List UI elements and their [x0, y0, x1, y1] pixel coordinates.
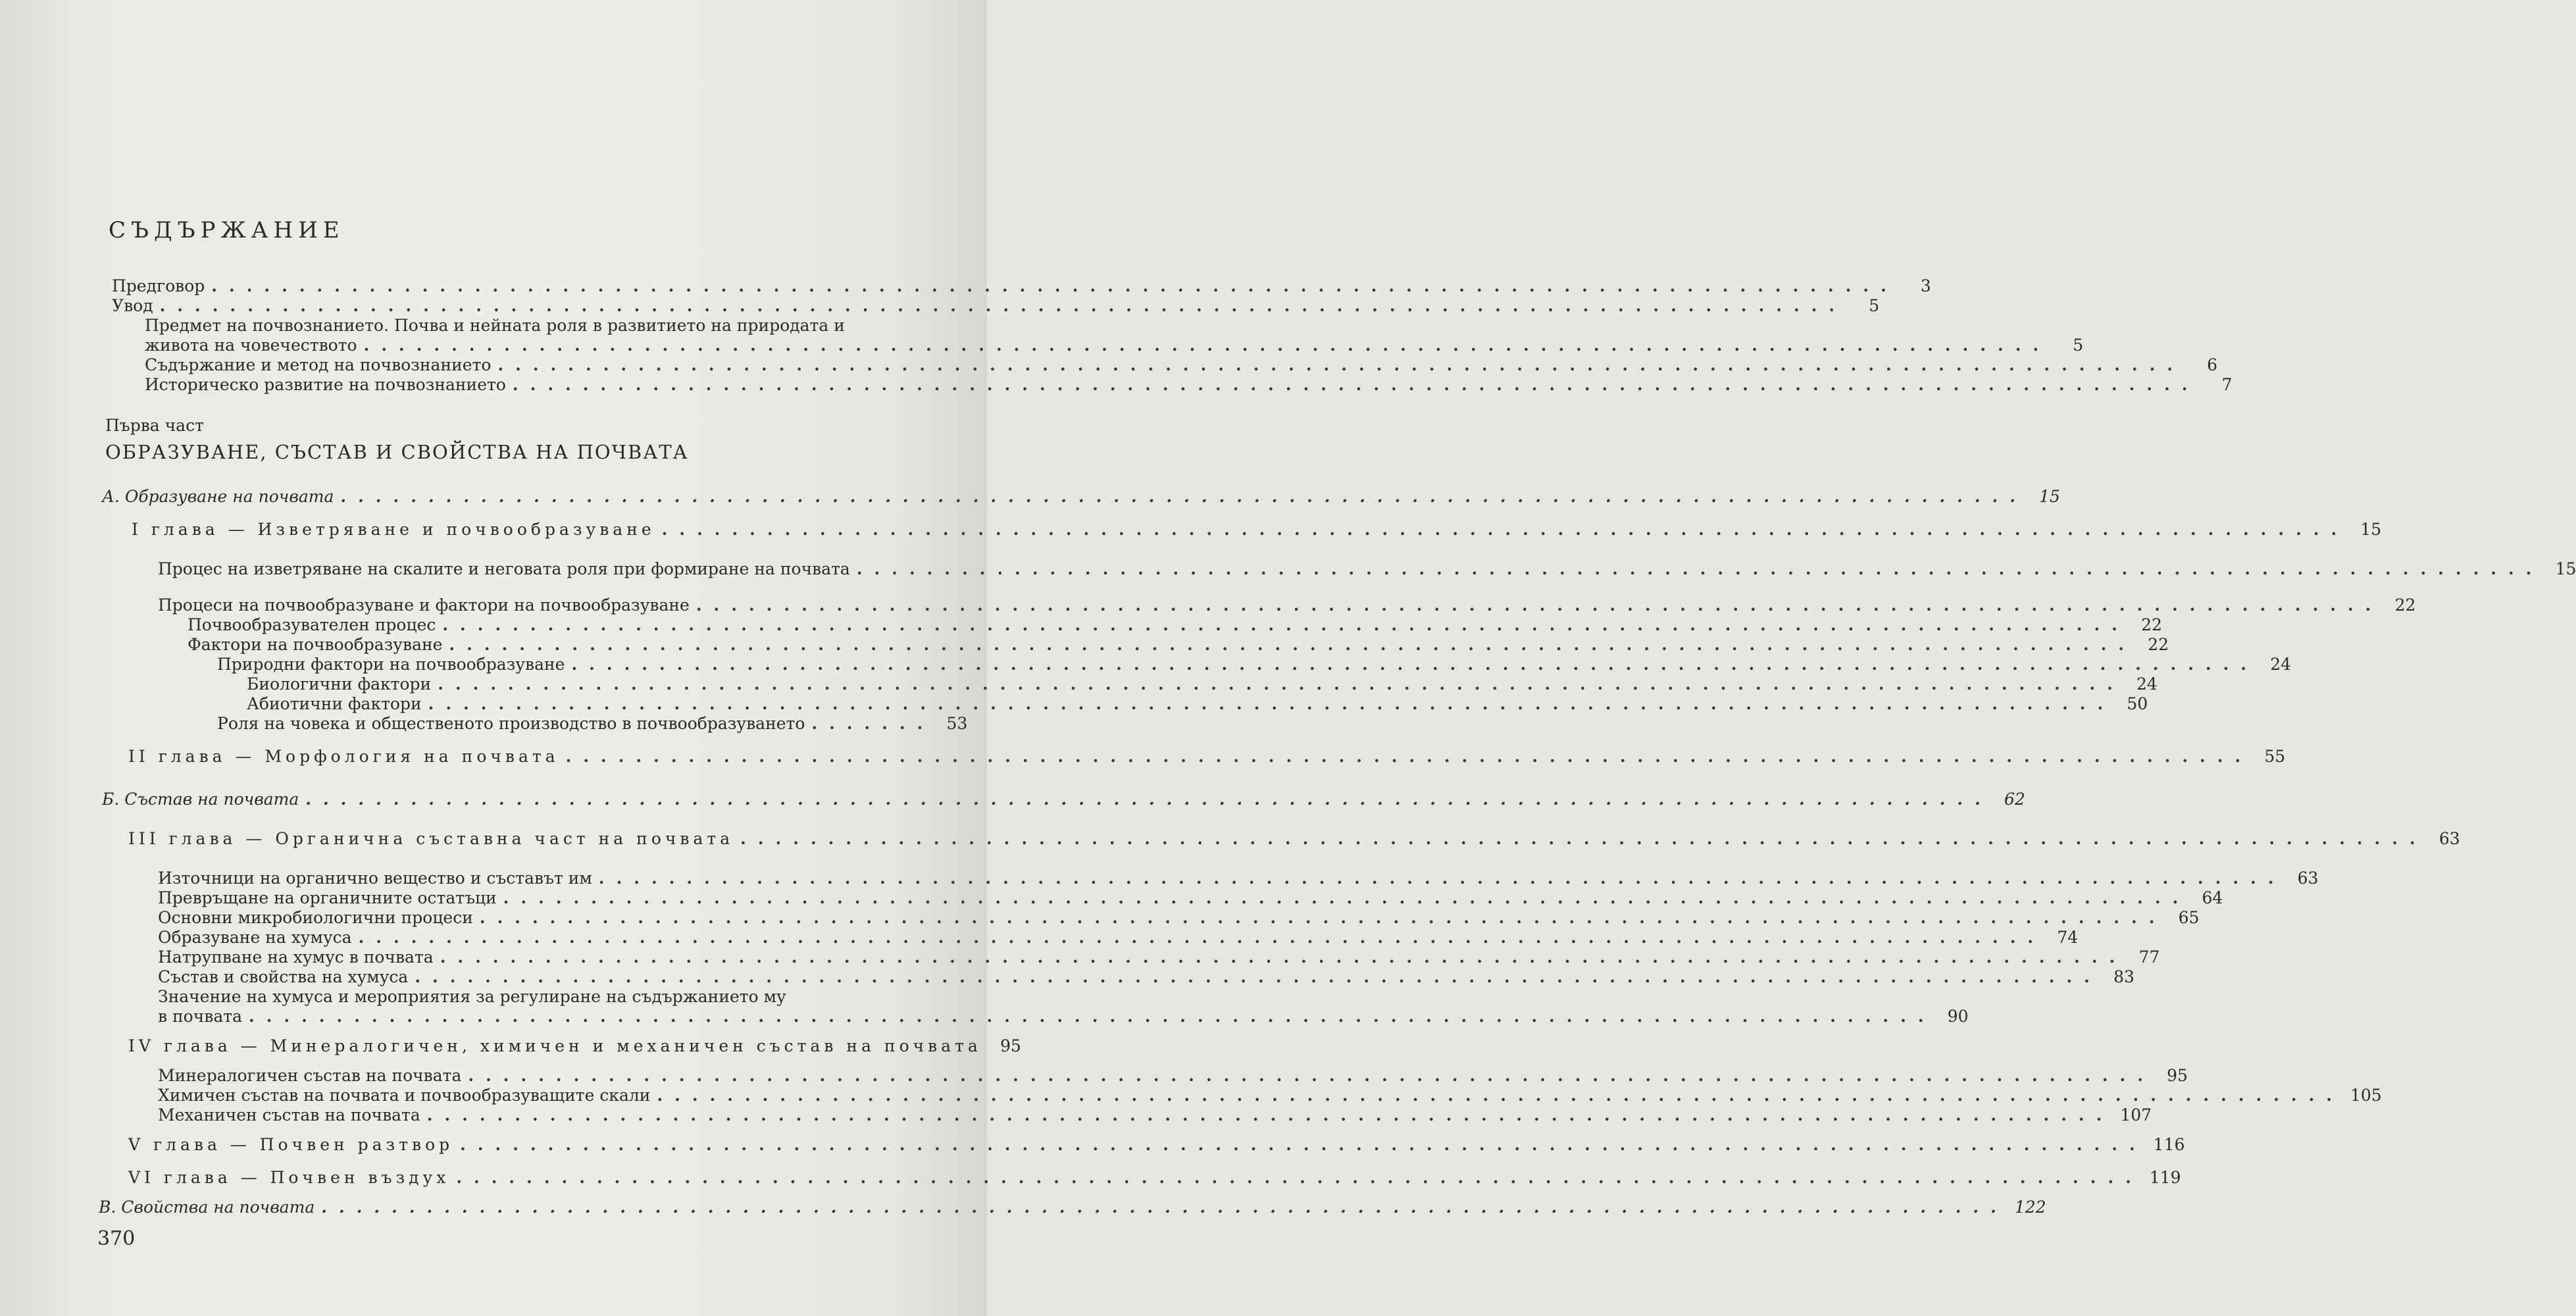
toc-entry: Предговор ................................................................................................ 3	[112, 276, 1931, 295]
toc-entry: Процеси на почвообразуване и фактори на почвообразуване ................................................................................................ 22	[158, 595, 2416, 615]
chapter-entry: V глава — Почвен разтвор ................................................................................................ 116	[128, 1135, 2185, 1154]
toc-entry: Значение на хумуса и мероприятия за регулиране на съдържанието му	[158, 987, 786, 1006]
toc-entry: Историческо развитие на почвознанието ................................................................................................ 7	[145, 375, 2233, 394]
toc-entry: Минералогичен състав на почвата ................................................................................................ 95	[158, 1066, 2188, 1085]
toc-entry: Химичен състав на почвата и почвообразуващите скали ................................................................................................ 105	[158, 1086, 2382, 1105]
chapter-entry: III глава — Органична съставна част на почвата ................................................................................................ 63	[128, 829, 2460, 848]
toc-entry: Състав и свойства на хумуса ................................................................................................ 83	[158, 967, 2134, 986]
toc-entry: Основни микробиологични процеси ................................................................................................ 65	[158, 908, 2200, 927]
toc-entry: Образуване на хумуса ................................................................................................ 74	[158, 928, 2079, 947]
chapter-entry: I глава — Изветряване и почвообразуване ................................................................................................ 15	[132, 520, 2382, 539]
toc-entry: Механичен състав на почвата ................................................................................................ 107	[158, 1105, 2152, 1125]
page-title: СЪДЪРЖАНИЕ	[109, 217, 345, 243]
toc-entry: Превръщане на органичните остатъци ................................................................................................ 64	[158, 888, 2223, 907]
chapter-entry: IV глава — Минералогичен, химичен и механичен състав на почвата 95	[128, 1036, 1021, 1055]
section-entry: Б. Състав на почвата ................................................................................................ 62	[102, 790, 2025, 809]
toc-entry: Роля на човека и общественото производство в почвообразуването ....... 53	[217, 714, 968, 733]
page-number: 370	[97, 1227, 136, 1250]
chapter-entry: VI глава — Почвен въздух ................................................................................................ 119	[128, 1168, 2181, 1187]
toc-entry: Съдържание и метод на почвознанието ................................................................................................ 6	[145, 355, 2218, 374]
toc-entry: Абиотични фактори ................................................................................................ 50	[247, 694, 2148, 713]
toc-entry: Почвообразувателен процес ................................................................................................ 22	[188, 615, 2162, 634]
toc-entry: живота на човечеството ................................................................................................ 5	[145, 336, 2084, 355]
toc-entry: Увод ................................................................................................ 5	[112, 296, 1880, 315]
toc-entry: Процес на изветряване на скалите и неговата роля при формиране на почвата ................................................................................................ 15	[158, 559, 2576, 578]
toc-entry: Източници на органично вещество и съставът им ................................................................................................ 63	[158, 869, 2319, 888]
toc-entry: в почвата ................................................................................................ 90	[158, 1007, 1969, 1026]
section-entry: В. Свойства на почвата ................................................................................................ 122	[99, 1198, 2046, 1217]
toc-entry: Фактори на почвообразуване ................................................................................................ 22	[188, 635, 2169, 654]
part-label: Първа част	[105, 416, 204, 435]
toc-entry: Природни фактори на почвообразуване ................................................................................................ 24	[217, 655, 2292, 674]
toc-entry: Натрупване на хумус в почвата ................................................................................................ 77	[158, 948, 2160, 967]
toc-entry: Предмет на почвознанието. Почва и нейната роля в развитието на природата и	[145, 316, 845, 335]
part-title: ОБРАЗУВАНЕ, СЪСТАВ И СВОЙСТВА НА ПОЧВАТА	[105, 441, 689, 463]
toc-entry: Биологични фактори ................................................................................................ 24	[247, 674, 2158, 694]
chapter-entry: II глава — Морфология на почвата ................................................................................................ 55	[128, 747, 2286, 766]
section-entry: А. Образуване на почвата ................................................................................................ 15	[102, 487, 2060, 506]
